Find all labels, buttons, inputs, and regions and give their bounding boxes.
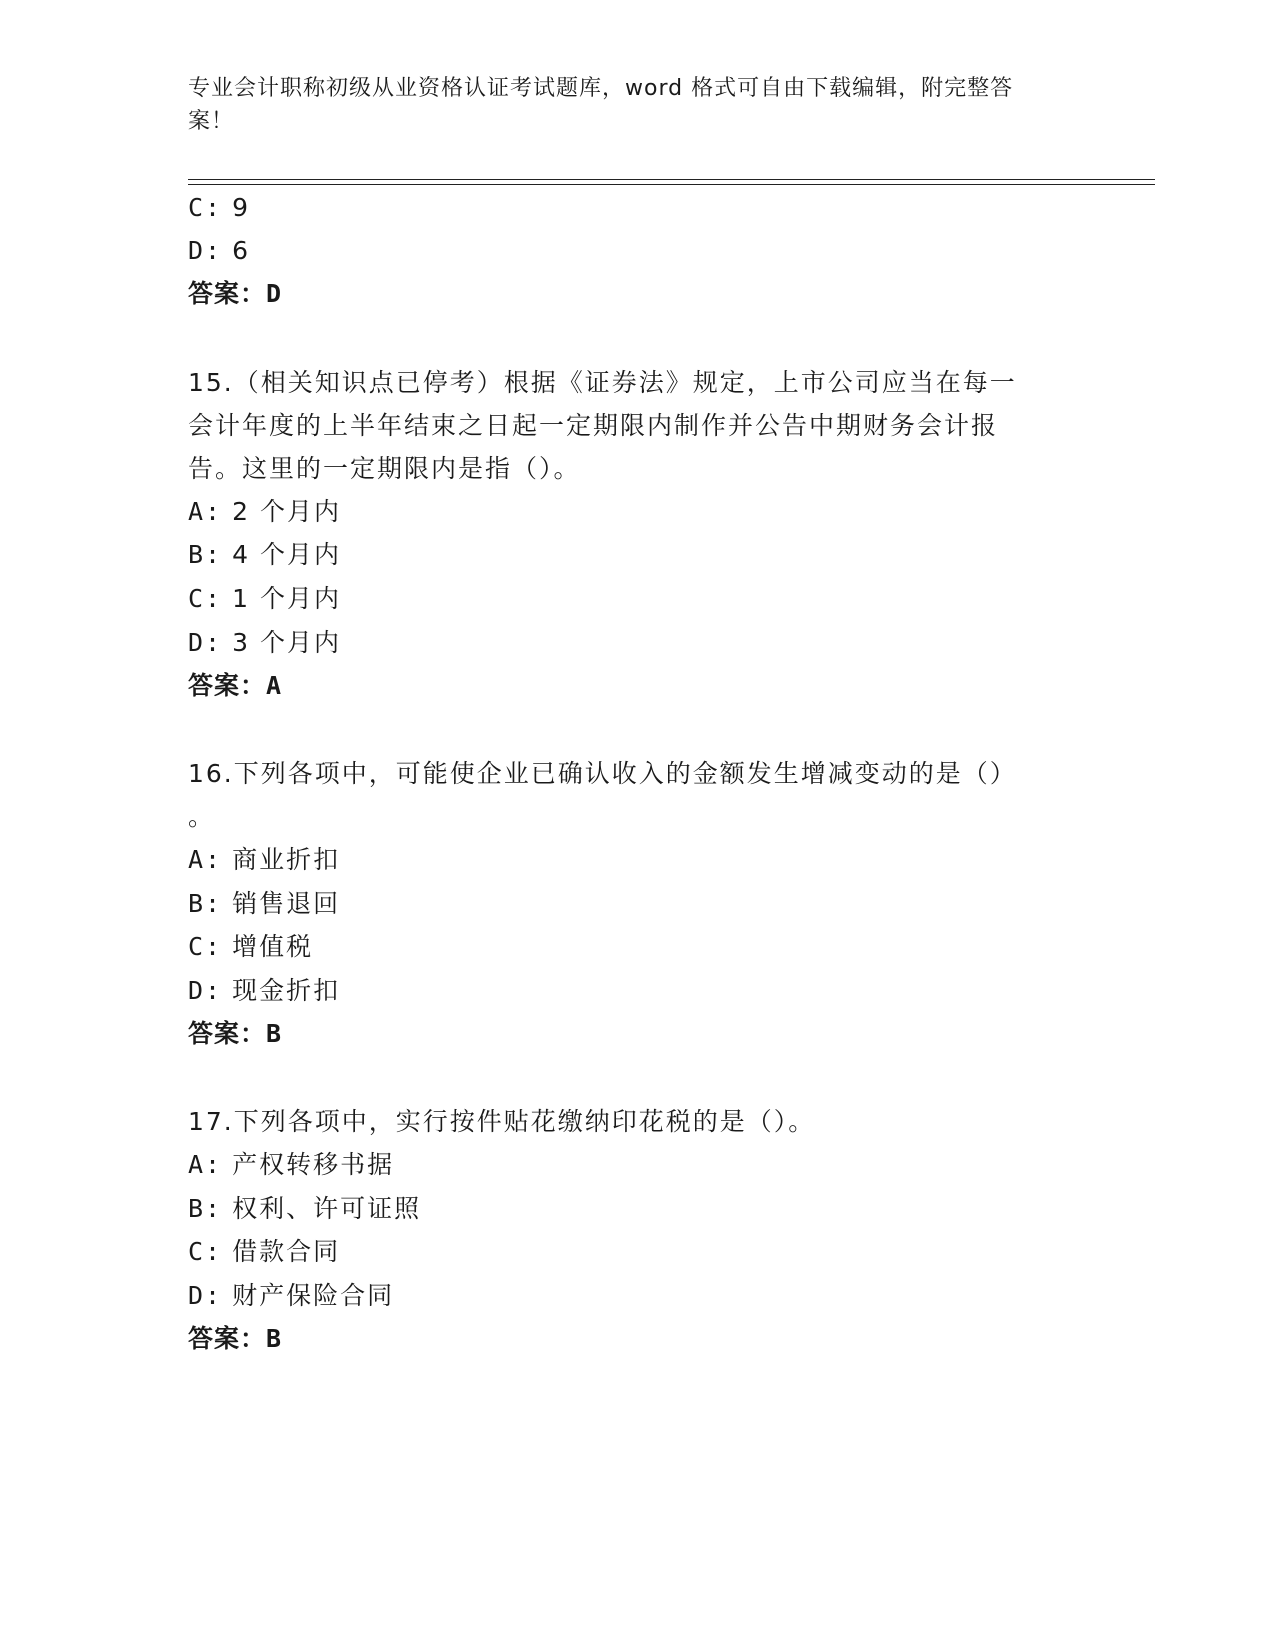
question-17-option-d	[188, 1281, 394, 1311]
option-text: 6	[232, 236, 251, 265]
option-text: 3 个月内	[232, 628, 341, 657]
question-15-line-3: 告。这里的一定期限内是指（）。	[188, 454, 581, 483]
document-header	[188, 72, 1088, 138]
option-text: 现金折扣	[232, 976, 341, 1005]
option-key: C:	[188, 932, 223, 961]
option-text: 9	[232, 193, 251, 222]
question-15-option-a	[188, 497, 341, 527]
question-16-option-d	[188, 976, 340, 1006]
option-d	[188, 236, 250, 266]
question-16-option-c	[188, 932, 313, 962]
header-line-1: 专业会计职称初级从业资格认证考试题库，word 格式可自由下载编辑，附完整答	[188, 76, 1014, 101]
question-16-option-b	[188, 889, 340, 919]
option-key: B:	[188, 1194, 223, 1223]
option-key: C:	[188, 1237, 223, 1266]
option-key: C:	[188, 193, 223, 222]
header-divider-bottom	[188, 184, 1155, 185]
option-key: A:	[188, 497, 223, 526]
answer-label: 答案：	[188, 1019, 267, 1048]
question-17-line-1: 17.下列各项中，实行按件贴花缴纳印花税的是（）。	[188, 1107, 816, 1136]
question-17-option-a	[188, 1150, 394, 1180]
answer-label: 答案：	[188, 279, 267, 308]
answer-value: D	[266, 279, 283, 308]
answer-value: B	[266, 1324, 283, 1353]
question-15-option-d	[188, 628, 341, 658]
question-15-answer	[188, 671, 282, 701]
option-text: 1 个月内	[232, 584, 341, 613]
answer-value: B	[266, 1019, 283, 1048]
question-15-option-b	[188, 540, 341, 570]
question-16-line-2: 。	[188, 802, 216, 831]
header-line-2: 案！	[188, 109, 235, 134]
option-key: C:	[188, 584, 223, 613]
question-17-answer	[188, 1324, 282, 1354]
option-key: B:	[188, 889, 223, 918]
answer-label: 答案：	[188, 671, 267, 700]
answer-label: 答案：	[188, 1324, 267, 1353]
option-c	[188, 193, 250, 223]
option-key: A:	[188, 845, 223, 874]
question-16-answer	[188, 1019, 282, 1049]
question-16-line-1: 16.下列各项中，可能使企业已确认收入的金额发生增减变动的是（）	[188, 759, 1017, 788]
option-text: 销售退回	[232, 889, 341, 918]
option-text: 财产保险合同	[232, 1281, 395, 1310]
answer-value: A	[266, 671, 283, 700]
question-17-option-b	[188, 1194, 421, 1224]
question-15-option-c	[188, 584, 341, 614]
option-text: 2 个月内	[232, 497, 341, 526]
option-key: D:	[188, 1281, 223, 1310]
answer-line	[188, 279, 282, 309]
option-text: 产权转移书据	[232, 1150, 395, 1179]
question-17-option-c	[188, 1237, 340, 1267]
option-text: 借款合同	[232, 1237, 341, 1266]
header-divider-top	[188, 179, 1155, 180]
option-text: 权利、许可证照	[232, 1194, 422, 1223]
option-text: 商业折扣	[232, 845, 341, 874]
question-15-line-1: 15.（相关知识点已停考）根据《证券法》规定，上市公司应当在每一	[188, 368, 1017, 397]
option-text: 4 个月内	[232, 540, 341, 569]
option-key: D:	[188, 236, 223, 265]
option-key: D:	[188, 976, 223, 1005]
question-15-line-2: 会计年度的上半年结束之日起一定期限内制作并公告中期财务会计报	[188, 411, 999, 440]
option-key: B:	[188, 540, 223, 569]
question-16-option-a	[188, 845, 340, 875]
option-key: D:	[188, 628, 223, 657]
option-text: 增值税	[232, 932, 314, 961]
option-key: A:	[188, 1150, 223, 1179]
